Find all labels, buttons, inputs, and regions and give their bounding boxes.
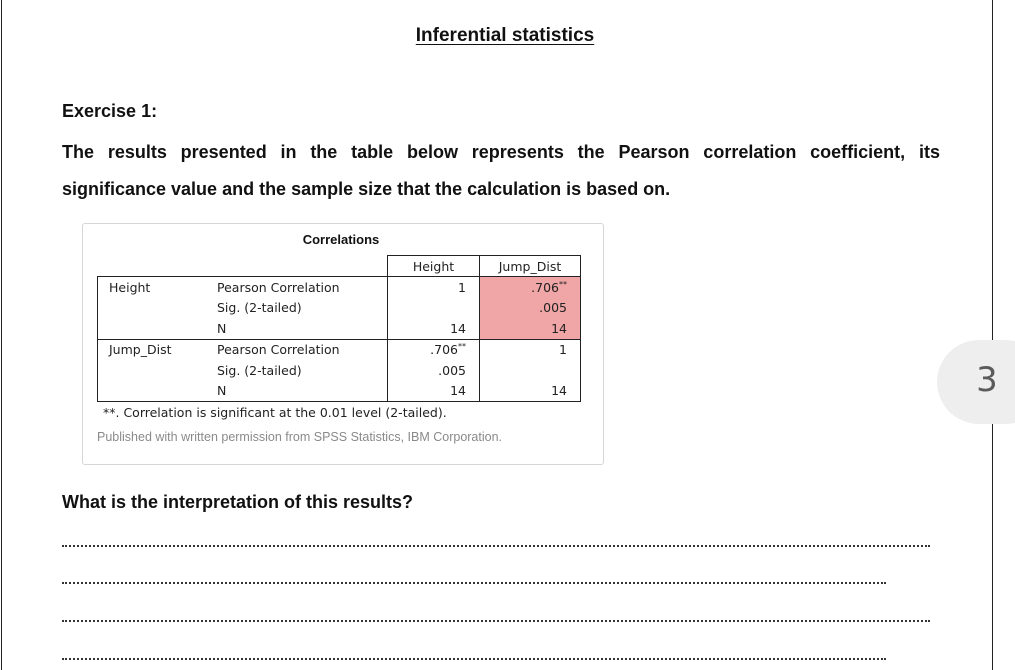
row-stat-label: Pearson Correlation bbox=[217, 339, 388, 360]
table-row bbox=[98, 339, 581, 360]
table-cell: 14 bbox=[388, 318, 480, 339]
row-variable-label bbox=[98, 318, 218, 339]
figure-credit: Published with written permission from SPSS Statistics, IBM Corporation. bbox=[97, 430, 503, 444]
cell-value: .706 bbox=[531, 279, 559, 295]
row-variable-label bbox=[98, 360, 218, 381]
table-cell bbox=[388, 339, 480, 360]
correlations-figure bbox=[82, 223, 604, 465]
table-row bbox=[98, 318, 581, 339]
answer-line bbox=[62, 582, 886, 584]
intro-paragraph: The results presented in the table below represents the Pearson correlation coefficient, its significance value and the sample size that the calculation is based on. bbox=[62, 142, 940, 199]
table-cell: 1 bbox=[388, 277, 480, 298]
row-stat-label: Sig. (2-tailed) bbox=[217, 362, 302, 378]
row-stat-label: Pearson Correlation bbox=[217, 279, 340, 295]
row-variable-label bbox=[98, 298, 218, 319]
column-header-jump-dist: Jump_Dist bbox=[480, 256, 581, 277]
table-row bbox=[98, 298, 581, 319]
row-variable-label: Height bbox=[98, 277, 218, 298]
column-header-height: Height bbox=[388, 256, 480, 277]
table-row bbox=[98, 360, 581, 381]
table-row bbox=[98, 381, 581, 402]
question-text: What is the interpretation of this results? bbox=[62, 492, 414, 512]
answer-line bbox=[62, 620, 930, 622]
table-cell bbox=[388, 298, 480, 319]
table-header-row bbox=[98, 256, 581, 277]
page-title: Inferential statistics bbox=[415, 25, 595, 46]
answer-line bbox=[62, 658, 886, 660]
page-number: 3 bbox=[976, 360, 998, 400]
row-variable-label: Jump_Dist bbox=[98, 339, 218, 360]
table-footnote: **. Correlation is significant at the 0.01 level (2-tailed). bbox=[103, 405, 447, 420]
table-cell bbox=[480, 360, 581, 381]
table-cell: 1 bbox=[480, 339, 581, 360]
correlations-title: Correlations bbox=[302, 232, 380, 247]
table-row bbox=[98, 277, 581, 298]
significance-marker: ** bbox=[559, 279, 567, 289]
row-stat-label: N bbox=[217, 320, 227, 336]
row-stat-label: Sig. (2-tailed) bbox=[217, 300, 302, 316]
header-blank-cell bbox=[98, 256, 388, 277]
table-cell: .005 bbox=[388, 360, 480, 381]
significance-marker: ** bbox=[458, 342, 466, 352]
table-cell: 14 bbox=[480, 381, 581, 402]
table-cell: 14 bbox=[388, 381, 480, 402]
row-stat-label: N bbox=[217, 381, 388, 402]
table-cell-highlighted: 14 bbox=[480, 318, 581, 339]
table-cell-highlighted bbox=[480, 277, 581, 298]
row-variable-label bbox=[98, 381, 218, 402]
cell-value: .706 bbox=[430, 342, 458, 358]
exercise-heading: Exercise 1: bbox=[62, 101, 158, 121]
answer-line bbox=[62, 545, 930, 547]
correlations-table bbox=[97, 255, 581, 402]
table-cell-highlighted: .005 bbox=[480, 298, 581, 319]
